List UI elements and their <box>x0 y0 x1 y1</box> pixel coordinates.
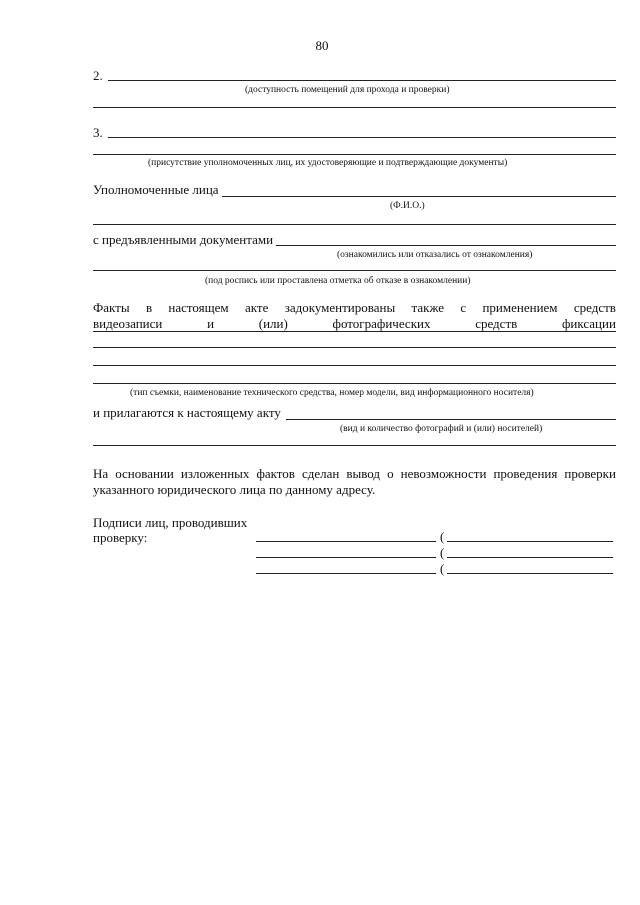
signature-name-line-2[interactable] <box>447 557 613 558</box>
facts-word: и <box>207 316 215 331</box>
conclusion-word: невозможности <box>400 466 487 481</box>
conclusion-line-1 <box>93 466 616 482</box>
facts-line-c[interactable] <box>93 383 616 384</box>
facts-word: задокументированы <box>284 300 396 315</box>
facts-word: средств <box>475 316 518 331</box>
authorized-label: Уполномоченные лица <box>93 182 219 197</box>
facts-line-1 <box>93 300 616 316</box>
authorized-caption: (Ф.И.О.) <box>390 201 425 211</box>
conclusion-word: изложенных <box>180 466 250 481</box>
conclusion-word: фактов <box>256 466 295 481</box>
documents-caption-2: (под роспись или проставлена отметка об отказе в ознакомлении) <box>205 276 471 286</box>
documents-line[interactable] <box>276 245 616 246</box>
attached-line[interactable] <box>286 419 616 420</box>
item-2-caption: (доступность помещений для прохода и проверки) <box>245 85 450 95</box>
conclusion-word: вывод <box>346 466 381 481</box>
item-3-extra-line[interactable] <box>93 154 616 155</box>
signature-paren-3: ( <box>440 561 445 576</box>
item-2-line[interactable] <box>108 80 616 81</box>
attached-label: и прилагаются к настоящему акту <box>93 405 281 420</box>
signature-line-1[interactable] <box>256 541 436 542</box>
attached-extra-line[interactable] <box>93 445 616 446</box>
authorized-extra-line[interactable] <box>93 224 616 225</box>
conclusion-word: проверки <box>564 466 616 481</box>
signature-line-2[interactable] <box>256 557 436 558</box>
attached-caption: (вид и количество фотографий и (или) носителей) <box>340 424 543 434</box>
facts-line-2 <box>93 316 616 332</box>
conclusion-word: основании <box>115 466 174 481</box>
facts-word: в <box>145 300 153 315</box>
facts-word: фотографических <box>332 316 431 331</box>
facts-caption: (тип съемки, наименование технического средства, номер модели, вид информационного носителя) <box>130 388 534 398</box>
facts-line-a[interactable] <box>93 347 616 348</box>
item-2-extra-line[interactable] <box>93 107 616 108</box>
conclusion-word: На <box>93 466 109 481</box>
item-3-line[interactable] <box>108 137 616 138</box>
item-2-number: 2. <box>93 68 103 83</box>
signatures-label-2: проверку: <box>93 530 148 545</box>
signature-line-3[interactable] <box>256 573 436 574</box>
documents-caption: (ознакомились или отказались от ознакомления) <box>337 250 533 260</box>
conclusion-word: сделан <box>301 466 340 481</box>
authorized-line[interactable] <box>222 196 616 197</box>
facts-word: средств <box>573 300 616 315</box>
conclusion-line-2: указанного юридического лица по данному адресу. <box>93 482 376 497</box>
facts-underline[interactable] <box>93 331 616 332</box>
facts-word: фиксации <box>561 316 616 331</box>
signature-paren-2: ( <box>440 545 445 560</box>
signature-name-line-1[interactable] <box>447 541 613 542</box>
documents-extra-line[interactable] <box>93 270 616 271</box>
item-3-caption: (присутствие уполномоченных лиц, их удостоверяющие и подтверждающие документы) <box>148 158 508 168</box>
facts-word: (или) <box>258 316 288 331</box>
facts-word: настоящем <box>168 300 229 315</box>
facts-word: с <box>460 300 467 315</box>
facts-word: Факты <box>93 300 130 315</box>
conclusion-word: проведения <box>493 466 558 481</box>
facts-word: акте <box>244 300 269 315</box>
signatures-label-1: Подписи лиц, проводивших <box>93 515 248 530</box>
documents-label: с предъявленными документами <box>93 232 274 247</box>
item-3-number: 3. <box>93 125 103 140</box>
signature-name-line-3[interactable] <box>447 573 613 574</box>
facts-word: применением <box>482 300 558 315</box>
facts-line-b[interactable] <box>93 365 616 366</box>
page-number: 80 <box>315 38 329 53</box>
facts-word: также <box>411 300 445 315</box>
conclusion-word: о <box>387 466 394 481</box>
facts-word: видеозаписи <box>93 316 163 331</box>
signature-paren-1: ( <box>440 529 445 544</box>
